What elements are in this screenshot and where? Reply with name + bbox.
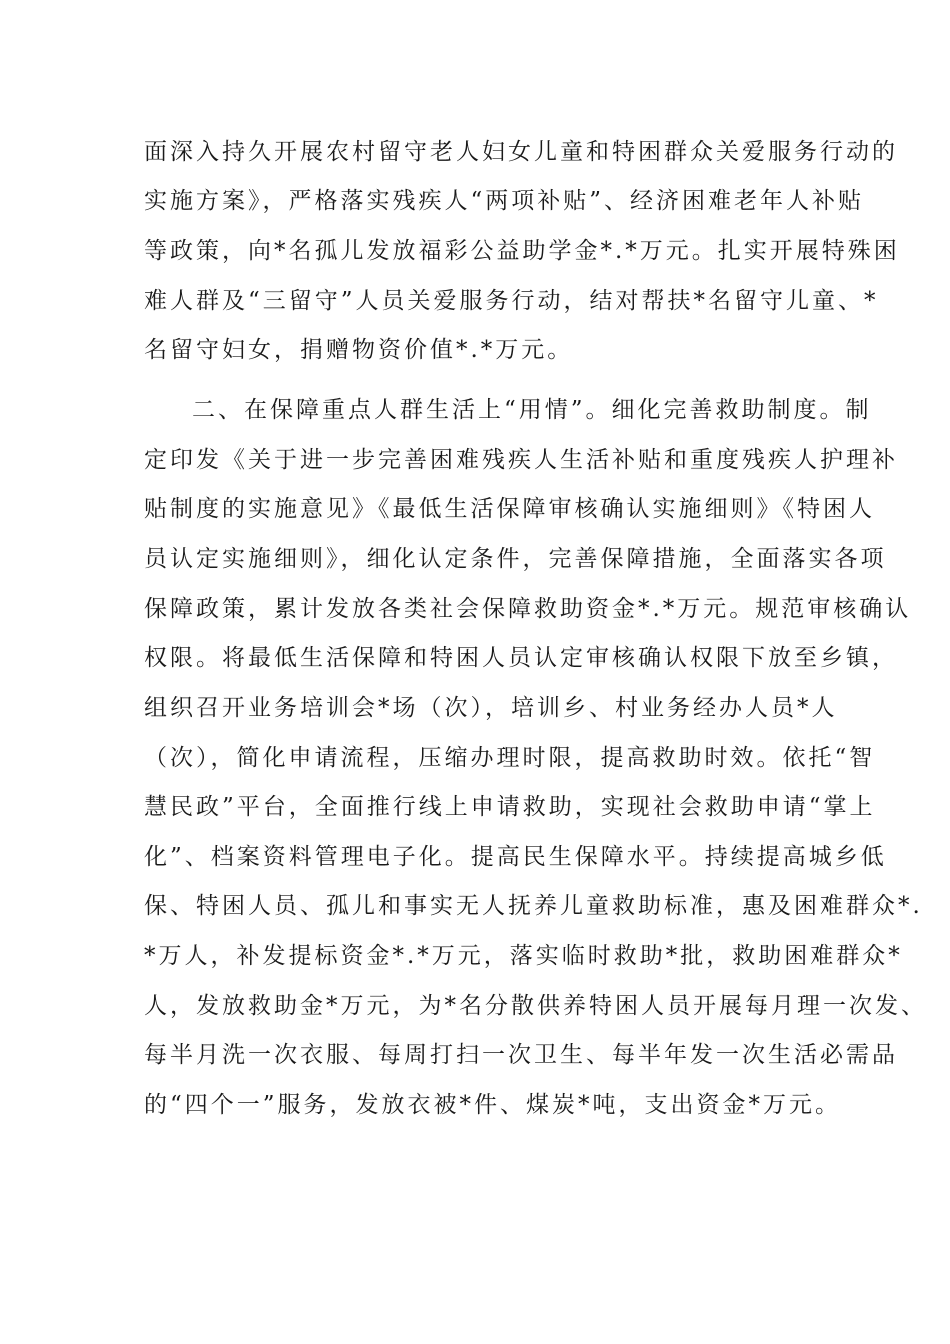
paragraph-line: 保障政策，累计发放各类社会保障救助资金*.*万元。规范审核确认 [144,596,912,622]
paragraph-line: 组织召开业务培训会*场（次），培训乡、村业务经办人员*人 [144,695,838,721]
paragraph-line: 慧民政”平台，全面推行线上申请救助，实现社会救助申请“掌上 [144,794,876,820]
paragraph-line: 每半月洗一次衣服、每周打扫一次卫生、每半年发一次生活必需品 [144,1042,898,1068]
paragraph-line: 名留守妇女，捐赠物资价值*.*万元。 [144,337,574,363]
paragraph-line: 贴制度的实施意见》《最低生活保障审核确认实施细则》《特困人 [144,496,875,522]
paragraph-line: 保、特困人员、孤儿和事实无人抚养儿童救助标准，惠及困难群众*. [144,893,923,919]
paragraph-line: 化”、档案资料管理电子化。提高民生保障水平。持续提高城乡低 [144,844,887,870]
paragraph-line: 面深入持久开展农村留守老人妇女儿童和特困群众关爱服务行动的 [144,139,898,165]
paragraph-line: 难人群及“三留守”人员关爱服务行动，结对帮扶*名留守儿童、* [144,288,879,314]
paragraph-line: *万人，补发提标资金*.*万元，落实临时救助*批，救助困难群众* [144,943,903,969]
paragraph-line: 员认定实施细则》，细化认定条件，完善保障措施，全面落实各项 [144,546,887,572]
paragraph-first-line: 二、在保障重点人群生活上“用情”。细化完善救助制度。制 [192,397,872,423]
paragraph-line: 实施方案》，严格落实残疾人“两项补贴”、经济困难老年人补贴 [144,188,865,214]
paragraph-line: （次），简化申请流程，压缩办理时限，提高救助时效。依托“智 [144,745,876,771]
paragraph-line: 的“四个一”服务，发放衣被*件、煤炭*吨，支出资金*万元。 [144,1092,842,1118]
paragraph-line: 定印发《关于进一步完善困难残疾人生活补贴和重度残疾人护理补 [144,447,898,473]
paragraph-line: 等政策，向*名孤儿发放福彩公益助学金*.*万元。扎实开展特殊困 [144,238,900,264]
paragraph-line: 人，发放救助金*万元，为*名分散供养特困人员开展每月理一次发、 [144,993,927,1019]
paragraph-line: 权限。将最低生活保障和特困人员认定审核确认权限下放至乡镇， [144,645,898,671]
